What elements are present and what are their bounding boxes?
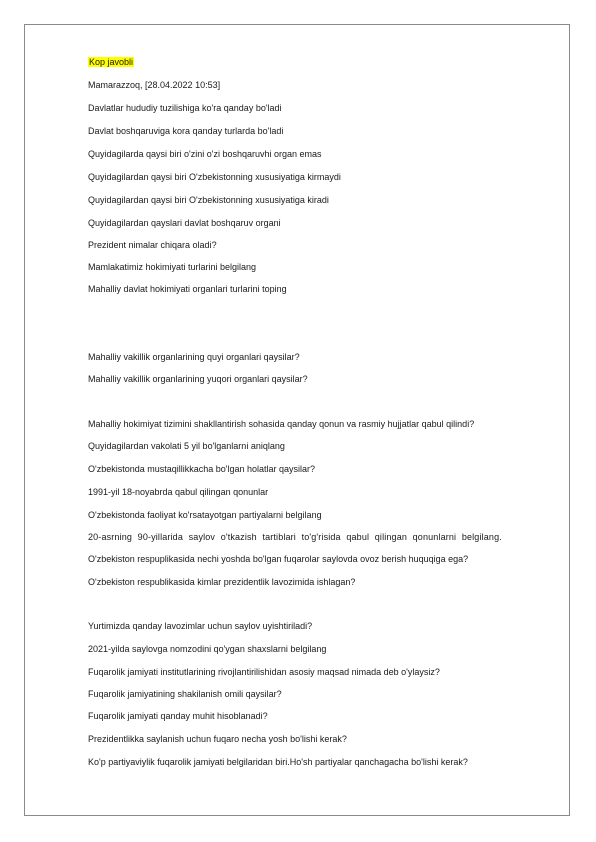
question-line: 2021-yilda saylovga nomzodini qo'ygan shaxslarni belgilang	[88, 644, 327, 654]
question-line: Quyidagilardan qaysi biri O'zbekistonning xususiyatiga kiradi	[88, 195, 329, 205]
document-title: Kop javobli	[89, 57, 134, 67]
question-line: O'zbekiston respuplikasida nechi yoshda bo'lgan fuqarolar saylovda ovoz berish huquqiga ega?	[88, 554, 469, 564]
question-line: Davlatlar hududiy tuzilishiga ko'ra qanday bo'ladi	[88, 103, 282, 113]
question-line: 1991-yil 18-noyabrda qabul qilingan qonunlar	[88, 487, 269, 497]
question-line: Quyidagilardan qayslari davlat boshqaruv organi	[88, 218, 281, 228]
question-line: Fuqarolik jamiyati qanday muhit hisoblanadi?	[88, 711, 268, 721]
title-line	[88, 57, 134, 68]
question-line: O'zbekistonda mustaqillikkacha bo'lgan holatlar qaysilar?	[88, 464, 316, 474]
question-line: Mahalliy vakillik organlarining yuqori organlari qaysilar?	[88, 374, 308, 384]
question-line: O'zbekistonda faoliyat ko'rsatayotgan partiyalarni belgilang	[88, 510, 322, 520]
question-line: Mahalliy hokimiyat tizimini shakllantirish sohasida qanday qonun va rasmiy hujjatlar qabul qilindi?	[88, 419, 475, 429]
question-line: Ko'p partiyaviylik fuqarolik jamiyati belgilaridan biri.Ho'sh partiyalar qanchagacha bo'lishi kerak?	[88, 757, 468, 767]
question-line: O'zbekiston respublikasida kimlar prezidentlik lavozimida ishlagan?	[88, 577, 356, 587]
question-line: Davlat boshqaruviga kora qanday turlarda bo'ladi	[88, 126, 284, 136]
question-line: Quyidagilardan qaysi biri O'zbekistonning xususiyatiga kirmaydi	[88, 172, 341, 182]
question-line: Quyidagilarda qaysi biri o'zini o'zi boshqaruvhi organ emas	[88, 149, 322, 159]
question-line: Mahalliy vakillik organlarining quyi organlari qaysilar?	[88, 352, 300, 362]
author-line: Mamarazzoq, [28.04.2022 10:53]	[88, 80, 221, 90]
question-line: Mahalliy davlat hokimiyati organlari turlarini toping	[88, 284, 287, 294]
question-line: Prezident nimalar chiqara oladi?	[88, 240, 217, 250]
question-line: Mamlakatimiz hokimiyati turlarini belgilang	[88, 262, 257, 272]
question-line: Yurtimizda qanday lavozimlar uchun saylov uyishtiriladi?	[88, 621, 313, 631]
question-line: Quyidagilardan vakolati 5 yil bo'lganlarni aniqlang	[88, 441, 285, 451]
question-line: Fuqarolik jamiyatining shakilanish omili qaysilar?	[88, 689, 282, 699]
question-line: 20-asrning 90-yillarida saylov o'tkazish tartiblari to'g'risida qabul qilingan qonunlarni belgilang.	[88, 532, 502, 542]
question-line: Prezidentlikka saylanish uchun fuqaro necha yosh bo'lishi kerak?	[88, 734, 347, 744]
question-line: Fuqarolik jamiyati institutlarining rivojlantirilishidan asosiy maqsad nimada deb o'ylaysiz?	[88, 667, 440, 677]
